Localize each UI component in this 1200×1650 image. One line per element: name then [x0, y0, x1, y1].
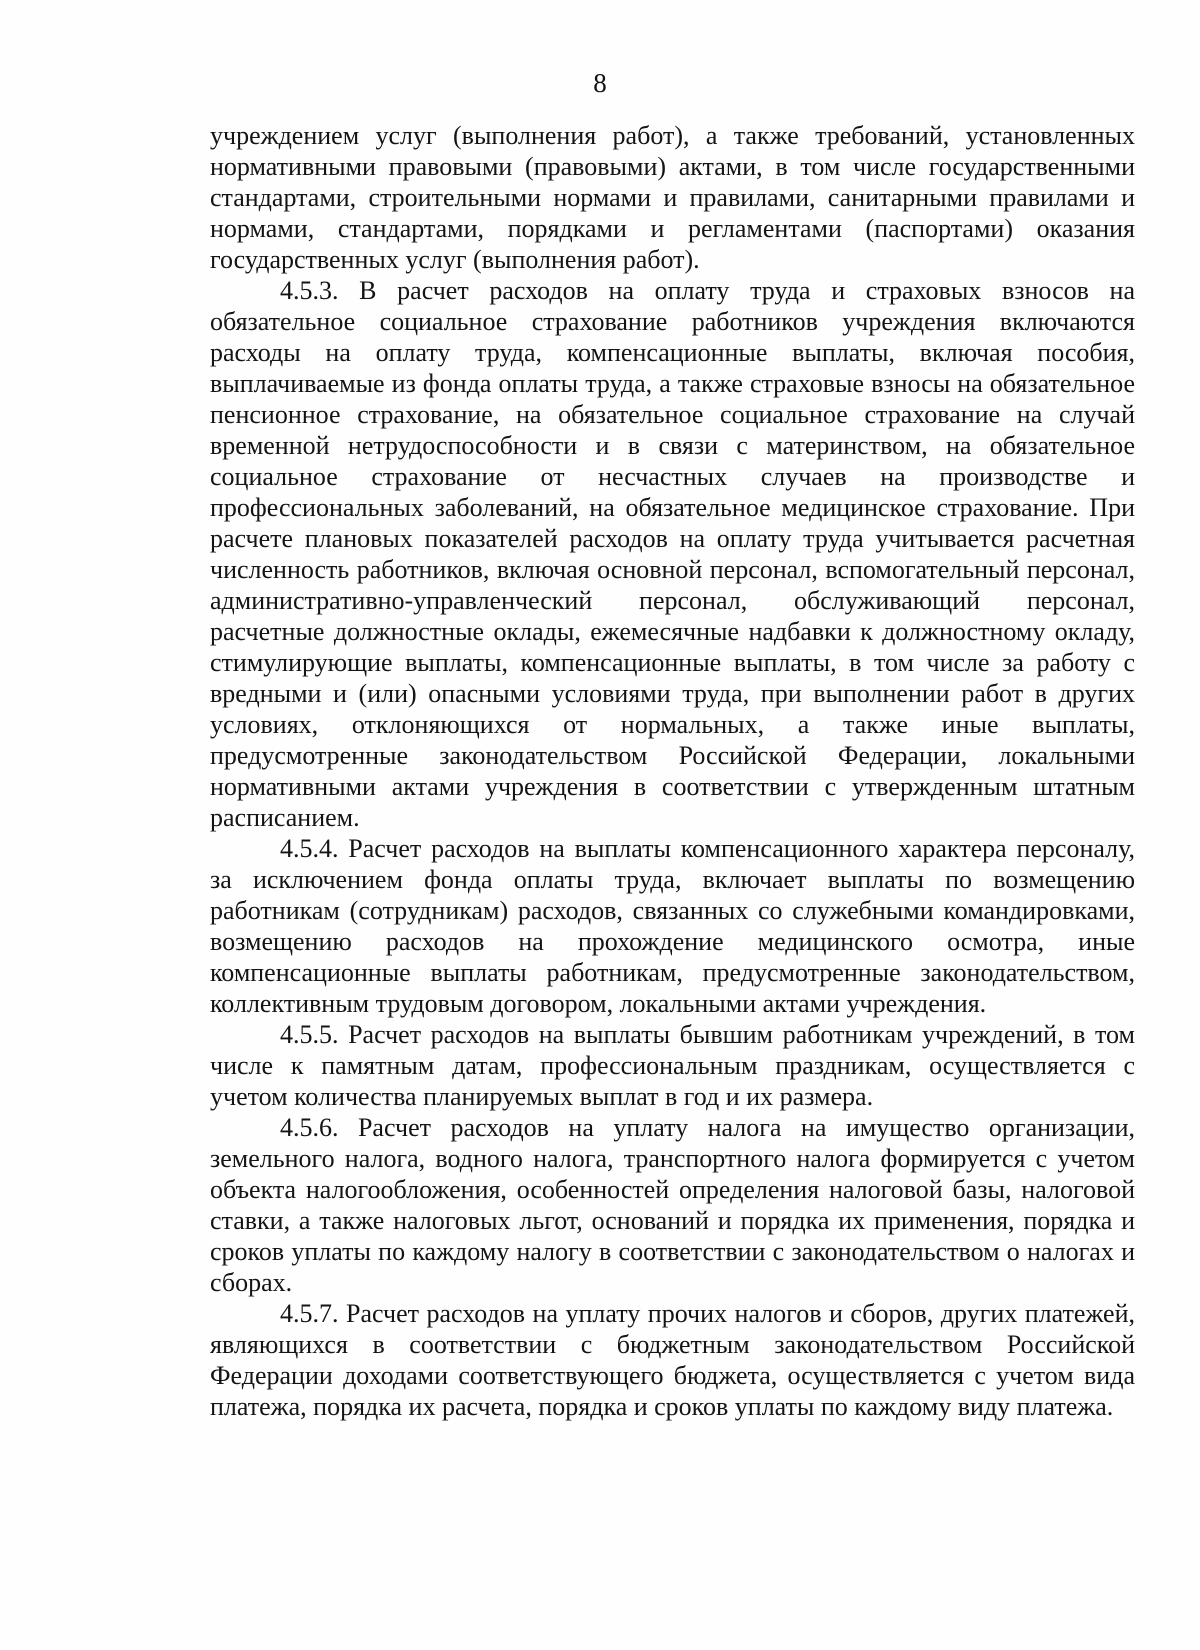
document-body [210, 120, 1135, 1422]
page-number: 8 [593, 68, 607, 98]
paragraph-4-5-5: 4.5.5. Расчет расходов на выплаты бывшим работникам учреждений, в том числе к памятным датам, профессиональным праздникам, осуществляется с учетом количества планируемых выплат в год и их размера. [210, 1020, 1135, 1111]
paragraph-4-5-7: 4.5.7. Расчет расходов на уплату прочих налогов и сборов, других платежей, являющихся в соответствии с бюджетным законодательством Российской Федерации доходами соответствующего бюджета, осуществляется с учетом вида платежа, порядка их расчета, порядка и сроков уплаты по каждому виду платежа. [210, 1299, 1135, 1421]
paragraph-4-5-3: 4.5.3. В расчет расходов на оплату труда и страховых взносов на обязательное социальное страхование работников учреждения включаются расходы на оплату труда, компенсационные выплаты, включая пособия, выплачиваемые из фонда оплаты труда, а также страховые взносы на обязательное пенсионное страхование, на обязательное социальное страхование на случай временной нетрудоспособности и в связи с материнством, на обязательное социальное страхование от несчастных случаев на производстве и профессиональных заболеваний, на обязательное медицинское страхование. При расчете плановых показателей расходов на оплату труда учитывается расчетная численность работников, включая основной персонал, вспомогательный персонал, административно-управленческий персонал, обслуживающий персонал, расчетные должностные оклады, ежемесячные надбавки к должностному окладу, стимулирующие выплаты, компенсационные выплаты, в том числе за работу с вредными и (или) опасными условиями труда, при выполнении работ в других условиях, отклоняющихся от нормальных, а также иные выплаты, предусмотренные законодательством Российской Федерации, локальными нормативными актами учреждения в соответствии с утвержденным штатным расписанием. [210, 276, 1135, 832]
paragraph-4-5-4: 4.5.4. Расчет расходов на выплаты компенсационного характера персоналу, за исключением фонда оплаты труда, включает выплаты по возмещению работникам (сотрудникам) расходов, связанных со служебными командировками, возмещению расходов на прохождение медицинского осмотра, иные компенсационные выплаты работникам, предусмотренные законодательством, коллективным трудовым договором, локальными актами учреждения. [210, 834, 1135, 1018]
paragraph-continuation: учреждением услуг (выполнения работ), а также требований, установленных нормативными правовыми (правовыми) актами, в том числе государственными стандартами, строительными нормами и правилами, санитарными правилами и нормами, стандартами, порядками и регламентами (паспортами) оказания государственных услуг (выполнения работ). [210, 121, 1135, 274]
paragraph-4-5-6: 4.5.6. Расчет расходов на уплату налога на имущество организации, земельного налога, водного налога, транспортного налога формируется с учетом объекта налогообложения, особенностей определения налоговой базы, налоговой ставки, а также налоговых льгот, оснований и порядка их применения, порядка и сроков уплаты по каждому налогу в соответствии с законодательством о налогах и сборах. [210, 1113, 1135, 1297]
